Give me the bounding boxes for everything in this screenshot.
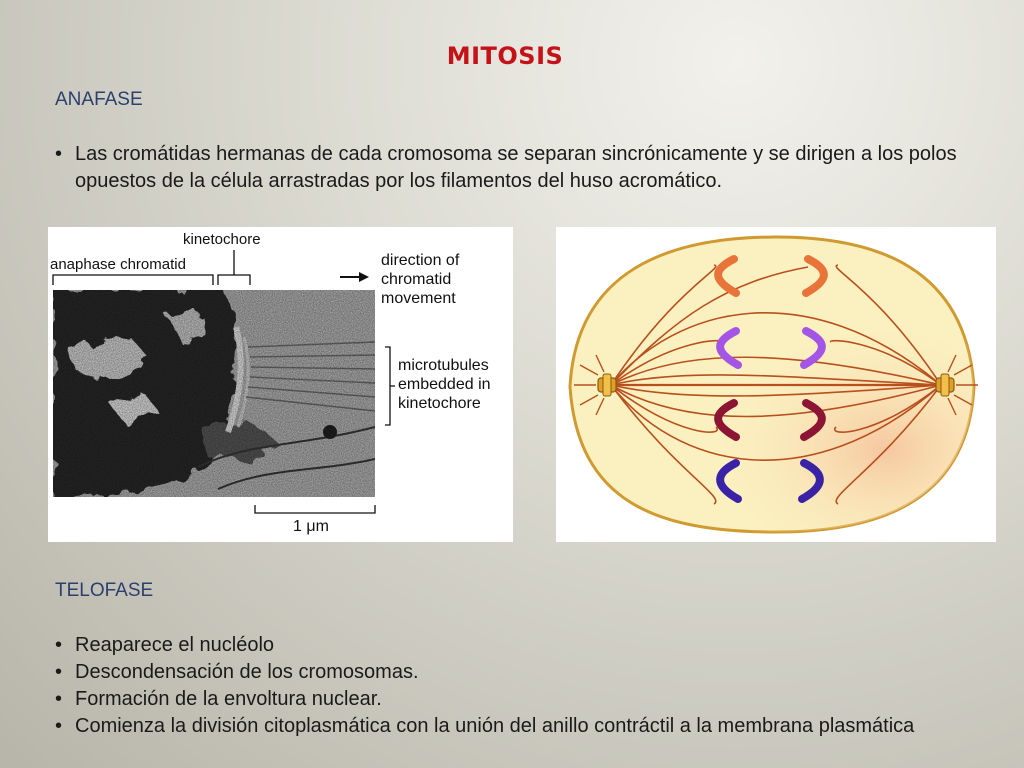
telofase-bullet: • Reaparece el nucléolo: [55, 632, 985, 659]
anafase-bullet-list: [55, 141, 985, 195]
anaphase-micrograph-figure: [48, 227, 513, 542]
direction-arrow-icon: [340, 272, 369, 282]
spindle-diagram-svg: [556, 227, 996, 542]
telofase-bullet: • Descondensación de los cromosomas.: [55, 659, 985, 686]
scale-bar-label: 1 μm: [293, 518, 329, 535]
telofase-heading: TELOFASE: [55, 580, 154, 601]
label-direction: direction of chromatid movement: [381, 252, 460, 307]
slide-title: MITOSIS: [446, 42, 564, 70]
telofase-bullet-list: [55, 632, 985, 740]
electron-micrograph: [53, 290, 375, 497]
anafase-bullet: • Las cromátidas hermanas de cada cromosoma se separan sincrónicamente y se dirigen a los polos opuestos de la célula arrastradas por los filamentos del huso acromático.: [55, 141, 985, 195]
micrograph-svg: [48, 227, 513, 542]
anafase-heading: ANAFASE: [55, 89, 143, 110]
label-microtubules: microtubules embedded in kinetochore: [398, 357, 491, 412]
telofase-bullet: • Comienza la división citoplasmática con la unión del anillo contráctil a la membrana plasmática: [55, 713, 985, 740]
spindle-diagram-figure: [556, 227, 996, 542]
telofase-bullet: • Formación de la envoltura nuclear.: [55, 686, 985, 713]
label-kinetochore: kinetochore: [183, 231, 261, 248]
label-anaphase-chromatid: anaphase chromatid: [50, 256, 186, 273]
